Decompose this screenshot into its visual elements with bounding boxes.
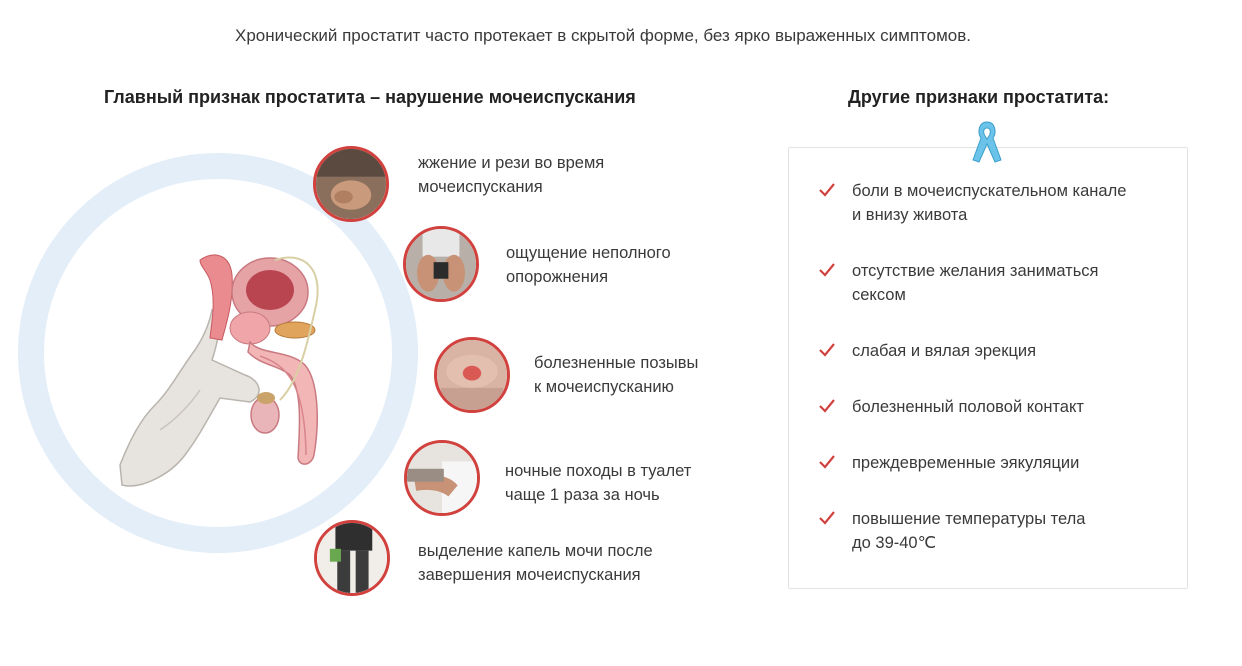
symptom-night-toilet <box>505 459 691 507</box>
intro-text: Хронический простатит часто протекает в скрытой форме, без ярко выраженных симптомов. <box>235 26 971 45</box>
sign-line: повышение температуры тела <box>852 510 1086 528</box>
symptom-line: ощущение неполного <box>506 244 671 262</box>
symptom-painful-urge <box>534 351 698 399</box>
symptom-burning <box>418 151 604 199</box>
sign-line: до 39-40℃ <box>852 534 937 552</box>
symptom-incomplete-emptying <box>506 241 671 289</box>
sign-line: и внизу живота <box>852 206 968 224</box>
painful-urge-photo <box>434 337 510 413</box>
sign-line: болезненный половой контакт <box>852 398 1084 416</box>
check-icon <box>818 397 836 415</box>
check-icon <box>818 341 836 359</box>
sign-line: слабая и вялая эрекция <box>852 342 1037 360</box>
other-signs-heading: Другие признаки простатита: <box>848 87 1110 107</box>
awareness-ribbon-icon <box>971 118 1003 164</box>
sign-line: боли в мочеиспускательном канале <box>852 182 1127 200</box>
symptom-line: мочеиспускания <box>418 178 543 196</box>
symptom-line: опорожнения <box>506 268 609 286</box>
incomplete-emptying-photo <box>403 226 479 302</box>
sign-line: отсутствие желания заниматься <box>852 262 1099 280</box>
symptom-line: выделение капель мочи после <box>418 542 653 560</box>
sign-item <box>818 259 1168 307</box>
sign-item <box>818 395 1168 419</box>
prostate-exam-illustration <box>100 230 340 500</box>
urine-drops-photo <box>314 520 390 596</box>
symptom-line: жжение и рези во время <box>418 154 605 172</box>
burning-pain-photo <box>313 146 389 222</box>
symptom-line: болезненные позывы <box>534 354 699 372</box>
check-icon <box>818 261 836 279</box>
sign-item <box>818 339 1168 363</box>
sign-item <box>818 179 1168 227</box>
symptom-line: завершения мочеиспускания <box>418 566 641 584</box>
sign-item <box>818 451 1168 475</box>
check-icon <box>818 509 836 527</box>
check-icon <box>818 181 836 199</box>
check-icon <box>818 453 836 471</box>
symptom-line: чаще 1 раза за ночь <box>505 486 660 504</box>
sign-item <box>818 507 1168 555</box>
main-sign-heading: Главный признак простатита – нарушение мочеиспускания <box>104 87 636 107</box>
sign-line: сексом <box>852 286 906 304</box>
symptom-line: ночные походы в туалет <box>505 462 692 480</box>
symptom-line: к мочеиспусканию <box>534 378 674 396</box>
symptom-urine-drops <box>418 539 653 587</box>
sign-line: преждевременные эякуляции <box>852 454 1080 472</box>
night-toilet-photo <box>404 440 480 516</box>
